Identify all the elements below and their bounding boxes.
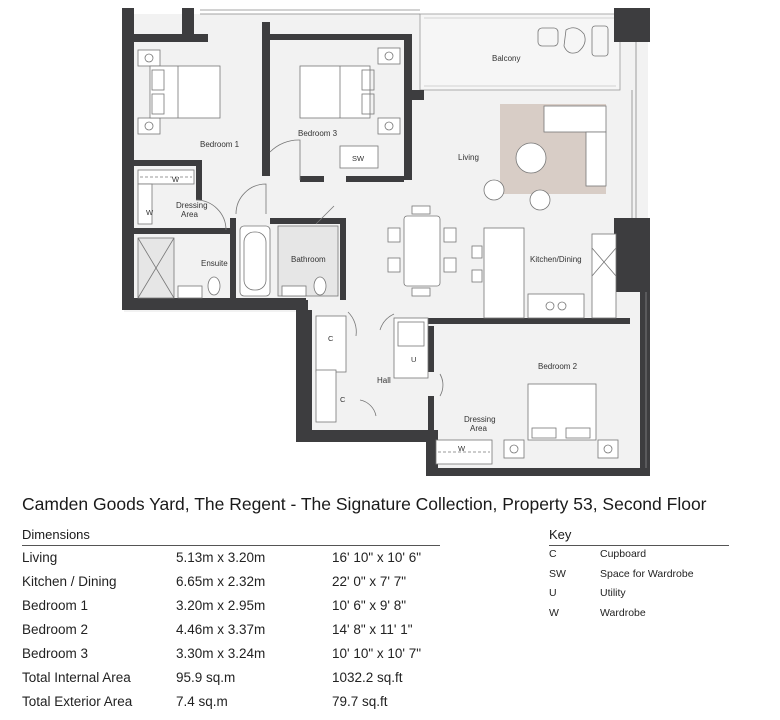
key-row [549, 568, 749, 588]
room-label-ensuite: Ensuite [201, 259, 228, 268]
dimensions-heading: Dimensions [22, 527, 90, 542]
dimension-imperial: 14' 8" x 11' 1" [332, 622, 413, 637]
dimension-metric: 3.30m x 3.24m [176, 646, 266, 661]
dressing-label-line: Area [470, 424, 487, 433]
dimension-imperial: 1032.2 sq.ft [332, 670, 403, 685]
key-row [549, 587, 749, 607]
dimension-room: Bedroom 1 [22, 598, 89, 613]
room-label-kitchen: Kitchen/Dining [530, 255, 582, 264]
room-label-bedroom3: Bedroom 3 [298, 129, 338, 138]
dimension-room: Total Exterior Area [22, 694, 133, 709]
marker-c: C [328, 334, 334, 343]
room-label-balcony: Balcony [492, 54, 521, 63]
marker-w: W [458, 444, 466, 453]
dimension-row [22, 646, 442, 670]
dressing-label-line: Dressing [464, 415, 496, 424]
dimension-metric: 5.13m x 3.20m [176, 550, 266, 565]
room-label-bedroom1: Bedroom 1 [200, 140, 240, 149]
dimension-row [22, 550, 442, 574]
dimensions-table [22, 550, 442, 718]
dimension-imperial: 10' 10" x 10' 7" [332, 646, 422, 661]
dimension-imperial: 16' 10" x 10' 6" [332, 550, 422, 565]
dimension-metric: 95.9 sq.m [176, 670, 236, 685]
key-heading: Key [549, 527, 572, 542]
dimension-row [22, 574, 442, 598]
dimension-metric: 7.4 sq.m [176, 694, 228, 709]
marker-u: U [411, 355, 417, 364]
key-code: U [549, 587, 557, 599]
key-meaning: Wardrobe [600, 606, 646, 619]
room-label-bathroom: Bathroom [291, 255, 326, 264]
dimension-imperial: 10' 6" x 9' 8" [332, 598, 407, 613]
dressing-label-line: Area [181, 210, 198, 219]
dimension-room: Bedroom 2 [22, 622, 89, 637]
key-code: SW [549, 567, 566, 580]
room-label-living: Living [458, 153, 479, 162]
dimension-imperial: 22' 0" x 7' 7" [332, 574, 407, 589]
key-row [549, 548, 749, 568]
dimension-room: Total Internal Area [22, 670, 131, 685]
room-label-hall: Hall [377, 376, 391, 385]
key-row [549, 607, 749, 627]
balcony-area [420, 14, 620, 90]
key-table [549, 548, 749, 626]
dimension-room: Living [22, 550, 58, 565]
key-divider [549, 545, 729, 546]
marker-c: C [340, 395, 346, 404]
dimension-row [22, 694, 442, 718]
marker-w: W [172, 175, 180, 184]
room-label-bedroom2: Bedroom 2 [538, 362, 578, 371]
key-meaning: Utility [600, 587, 626, 599]
dimension-row [22, 670, 442, 694]
dimension-metric: 6.65m x 2.32m [176, 574, 266, 589]
dimension-room: Bedroom 3 [22, 646, 89, 661]
key-meaning: Space for Wardrobe [600, 567, 694, 580]
key-code: W [549, 606, 559, 619]
dimension-row [22, 598, 442, 622]
marker-sw: SW [352, 154, 365, 163]
marker-w: W [146, 208, 154, 217]
key-meaning: Cupboard [600, 548, 647, 560]
page-title: Camden Goods Yard, The Regent - The Signature Collection, Property 53, Second Floor [22, 494, 707, 514]
dimension-row [22, 622, 442, 646]
dimension-room: Kitchen / Dining [22, 574, 117, 589]
key-code: C [549, 548, 557, 560]
dimension-metric: 3.20m x 2.95m [176, 598, 266, 613]
dimensions-divider [22, 545, 440, 546]
dressing-label-line: Dressing [176, 201, 208, 210]
dimension-imperial: 79.7 sq.ft [332, 694, 388, 709]
dimension-metric: 4.46m x 3.37m [176, 622, 266, 637]
